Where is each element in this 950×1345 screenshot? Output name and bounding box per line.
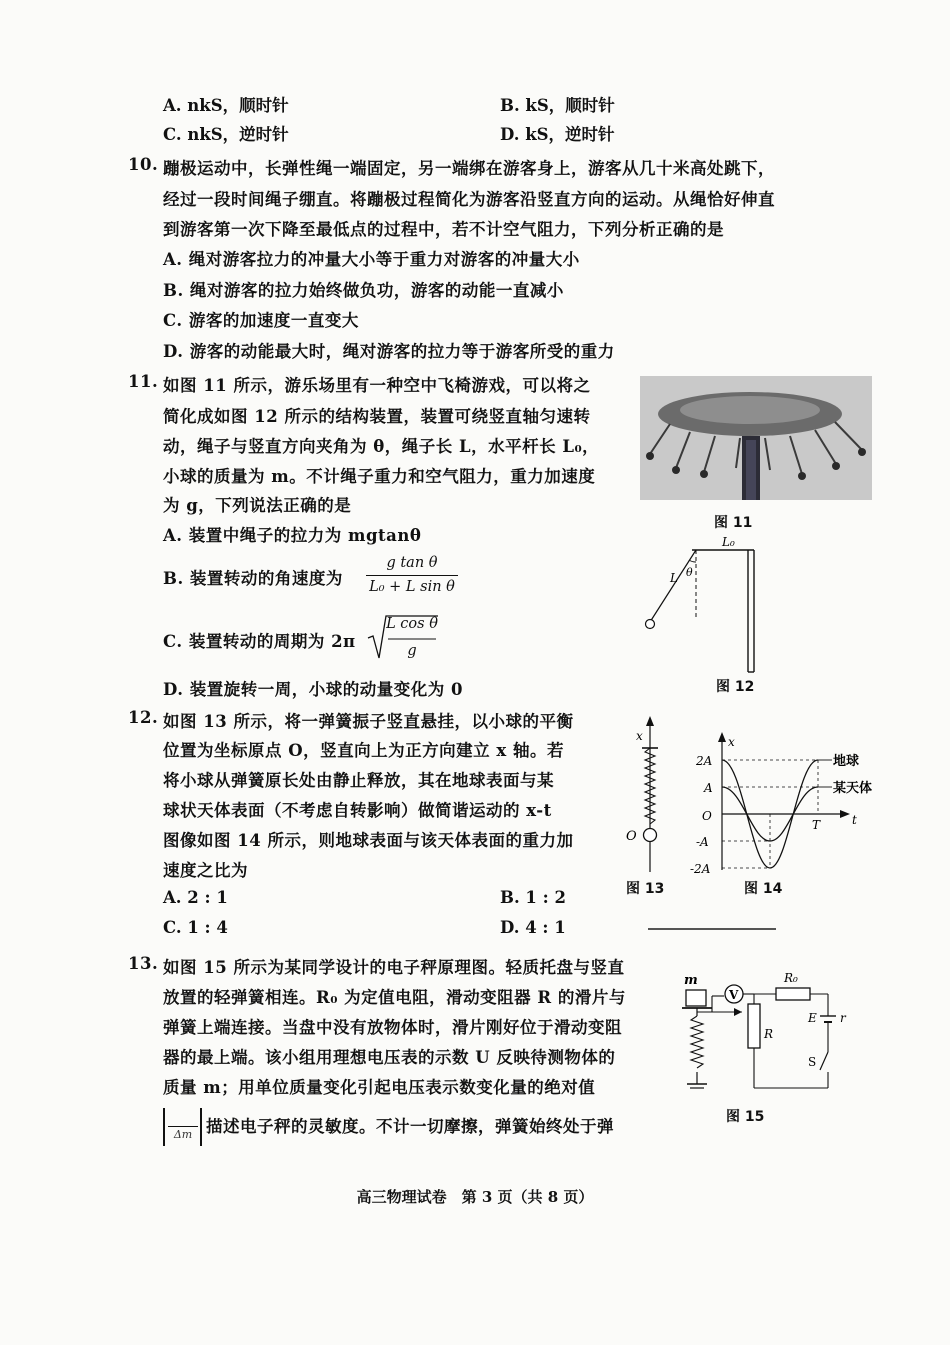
abs-bar-left: [163, 1108, 165, 1146]
fig12-caption: 图 12: [716, 679, 755, 695]
fig15-caption: 图 15: [726, 1109, 765, 1125]
fig12-label-theta: θ: [686, 566, 693, 579]
fig14-tick-a: A: [704, 781, 713, 795]
fig13-spring-diagram: [622, 714, 666, 874]
fig14-legend-body: 某天体: [833, 781, 873, 796]
q13-stem-line-3: 弹簧上端连接。当盘中没有放物体时，滑片刚好位于滑动变阻: [163, 1018, 622, 1037]
q10-option-b: B. 绳对游客的拉力始终做负功，游客的动能一直减小: [163, 281, 564, 300]
q11-option-a: A. 装置中绳子的拉力为 mgtanθ: [163, 526, 422, 545]
q12-stem-line-1: 如图 13 所示，将一弹簧振子竖直悬挂，以小球的平衡: [163, 712, 574, 731]
q11-option-b-denominator: L₀ + L sin θ: [369, 579, 455, 595]
q13-number: 13.: [128, 954, 159, 973]
q11-option-b-numerator: g tan θ: [386, 555, 438, 571]
q10-stem-line-3: 到游客第一次下降至最低点的过程中，若不计空气阻力，下列分析正确的是: [163, 220, 724, 239]
q12-option-c: C. 1 : 4: [163, 918, 228, 937]
q12-option-d: D. 4 : 1: [500, 918, 566, 937]
q13-stem-line-1: 如图 15 所示为某同学设计的电子秤原理图。轻质托盘与竖直: [163, 958, 625, 977]
q10-option-c: C. 游客的加速度一直变大: [163, 311, 359, 330]
q10-stem-line-1: 蹦极运动中，长弹性绳一端固定，另一端绑在游客身上，游客从几十米高处跳下，: [163, 159, 775, 178]
fig15-switch-label: S: [808, 1055, 817, 1069]
fig14-tick-neg-2a: -2A: [690, 862, 711, 876]
q13-stem-line-2: 放置的轻弹簧相连。R₀ 为定值电阻，滑动变阻器 R 的滑片与: [163, 988, 626, 1007]
fig14-caption: 图 14: [744, 881, 783, 897]
fig14-period-label: T: [812, 818, 821, 832]
q10-number: 10.: [128, 155, 159, 174]
fig12-label-l0: L₀: [722, 536, 735, 549]
q10-stem-line-2: 经过一段时间绳子绷直。将蹦极过程简化为游客沿竖直方向的运动。从绳恰好伸直: [163, 190, 775, 209]
fig14-t-axis-label: t: [852, 813, 857, 827]
q13-stem-line-6: 描述电子秤的灵敏度。不计一切摩擦，弹簧始终处于弹: [206, 1117, 614, 1136]
q11-option-c-numerator: L cos θ: [386, 616, 438, 632]
q10-option-a: A. 绳对游客拉力的冲量大小等于重力对游客的冲量大小: [163, 250, 580, 269]
q12-number: 12.: [128, 708, 159, 727]
fig14-tick-2a: 2A: [696, 754, 713, 768]
fig11-caption: 图 11: [714, 515, 753, 531]
q12-option-a: A. 2 : 1: [163, 888, 228, 907]
q11-stem-line-4: 小球的质量为 m。不计绳子重力和空气阻力，重力加速度: [163, 467, 596, 486]
fig14-x-axis-label: x: [728, 735, 735, 749]
q11-stem-line-1: 如图 11 所示，游乐场里有一种空中飞椅游戏，可以将之: [163, 376, 591, 395]
q11-stem-line-5: 为 g，下列说法正确的是: [163, 496, 352, 515]
fig14-legend-earth: 地球: [833, 754, 860, 769]
fig13-caption: 图 13: [626, 881, 665, 897]
q11-option-c-prefix: C. 装置转动的周期为 2π: [163, 632, 356, 651]
fig15-circuit-diagram: [676, 966, 876, 1108]
q9-option-a: A. nkS，顺时针: [163, 96, 289, 115]
q13-fraction-denominator: Δm: [173, 1128, 193, 1141]
q9-option-b: B. kS，顺时针: [500, 96, 615, 115]
q11-option-b-prefix: B. 装置转动的角速度为: [163, 569, 343, 588]
fig15-internal-r-label: r: [840, 1011, 846, 1025]
q12-stem-line-5: 图像如图 14 所示，则地球表面与该天体表面的重力加: [163, 831, 574, 850]
fig13-x-label: x: [636, 729, 643, 743]
fig15-r-label: R: [764, 1027, 774, 1041]
q13-stem-line-5: 质量 m；用单位质量变化引起电压表示数变化量的绝对值: [163, 1078, 596, 1097]
q9-option-c: C. nkS，逆时针: [163, 125, 289, 144]
fig12-structure-diagram: [640, 536, 760, 676]
q11-option-c-denominator: g: [407, 643, 417, 659]
fig14-xt-graph: [690, 730, 880, 880]
divider: [648, 928, 776, 930]
q11-stem-line-3: 动，绳子与竖直方向夹角为 θ，绳子长 L，水平杆长 L₀，: [163, 437, 600, 456]
q13-stem-line-4: 器的最上端。该小组用理想电压表的示数 U 反映待测物体的: [163, 1048, 616, 1067]
fraction-bar: [366, 575, 458, 576]
fraction-bar: [168, 1126, 198, 1127]
fig15-mass-label: m: [684, 973, 698, 988]
q9-option-d: D. kS，逆时针: [500, 125, 615, 144]
fig11-swing-ride-photo: [640, 376, 872, 500]
fig14-tick-neg-a: -A: [696, 835, 709, 849]
fig14-origin-label: O: [702, 809, 712, 823]
abs-bar-right: [200, 1108, 202, 1146]
fig15-voltmeter-label: V: [729, 988, 739, 1002]
fig12-label-l: L: [670, 571, 678, 585]
q12-option-b: B. 1 : 2: [500, 888, 566, 907]
q11-number: 11.: [128, 372, 159, 391]
q12-stem-line-2: 位置为坐标原点 O，竖直向上为正方向建立 x 轴。若: [163, 741, 564, 760]
q12-stem-line-4: 球状天体表面（不考虑自转影响）做简谐运动的 x-t: [163, 801, 552, 820]
fig15-emf-label: E: [808, 1011, 817, 1025]
fig13-origin-label: O: [626, 829, 637, 844]
q12-stem-line-6: 速度之比为: [163, 861, 248, 880]
q11-option-d: D. 装置旋转一周，小球的动量变化为 0: [163, 680, 463, 699]
fig15-r0-label: R₀: [784, 971, 798, 985]
page-footer: 高三物理试卷 第 3 页（共 8 页）: [356, 1188, 594, 1206]
q11-stem-line-2: 简化成如图 12 所示的结构装置，装置可绕竖直轴匀速转: [163, 407, 591, 426]
q10-option-d: D. 游客的动能最大时，绳对游客的拉力等于游客所受的重力: [163, 342, 615, 361]
q12-stem-line-3: 将小球从弹簧原长处由静止释放，其在地球表面与某: [163, 771, 554, 790]
